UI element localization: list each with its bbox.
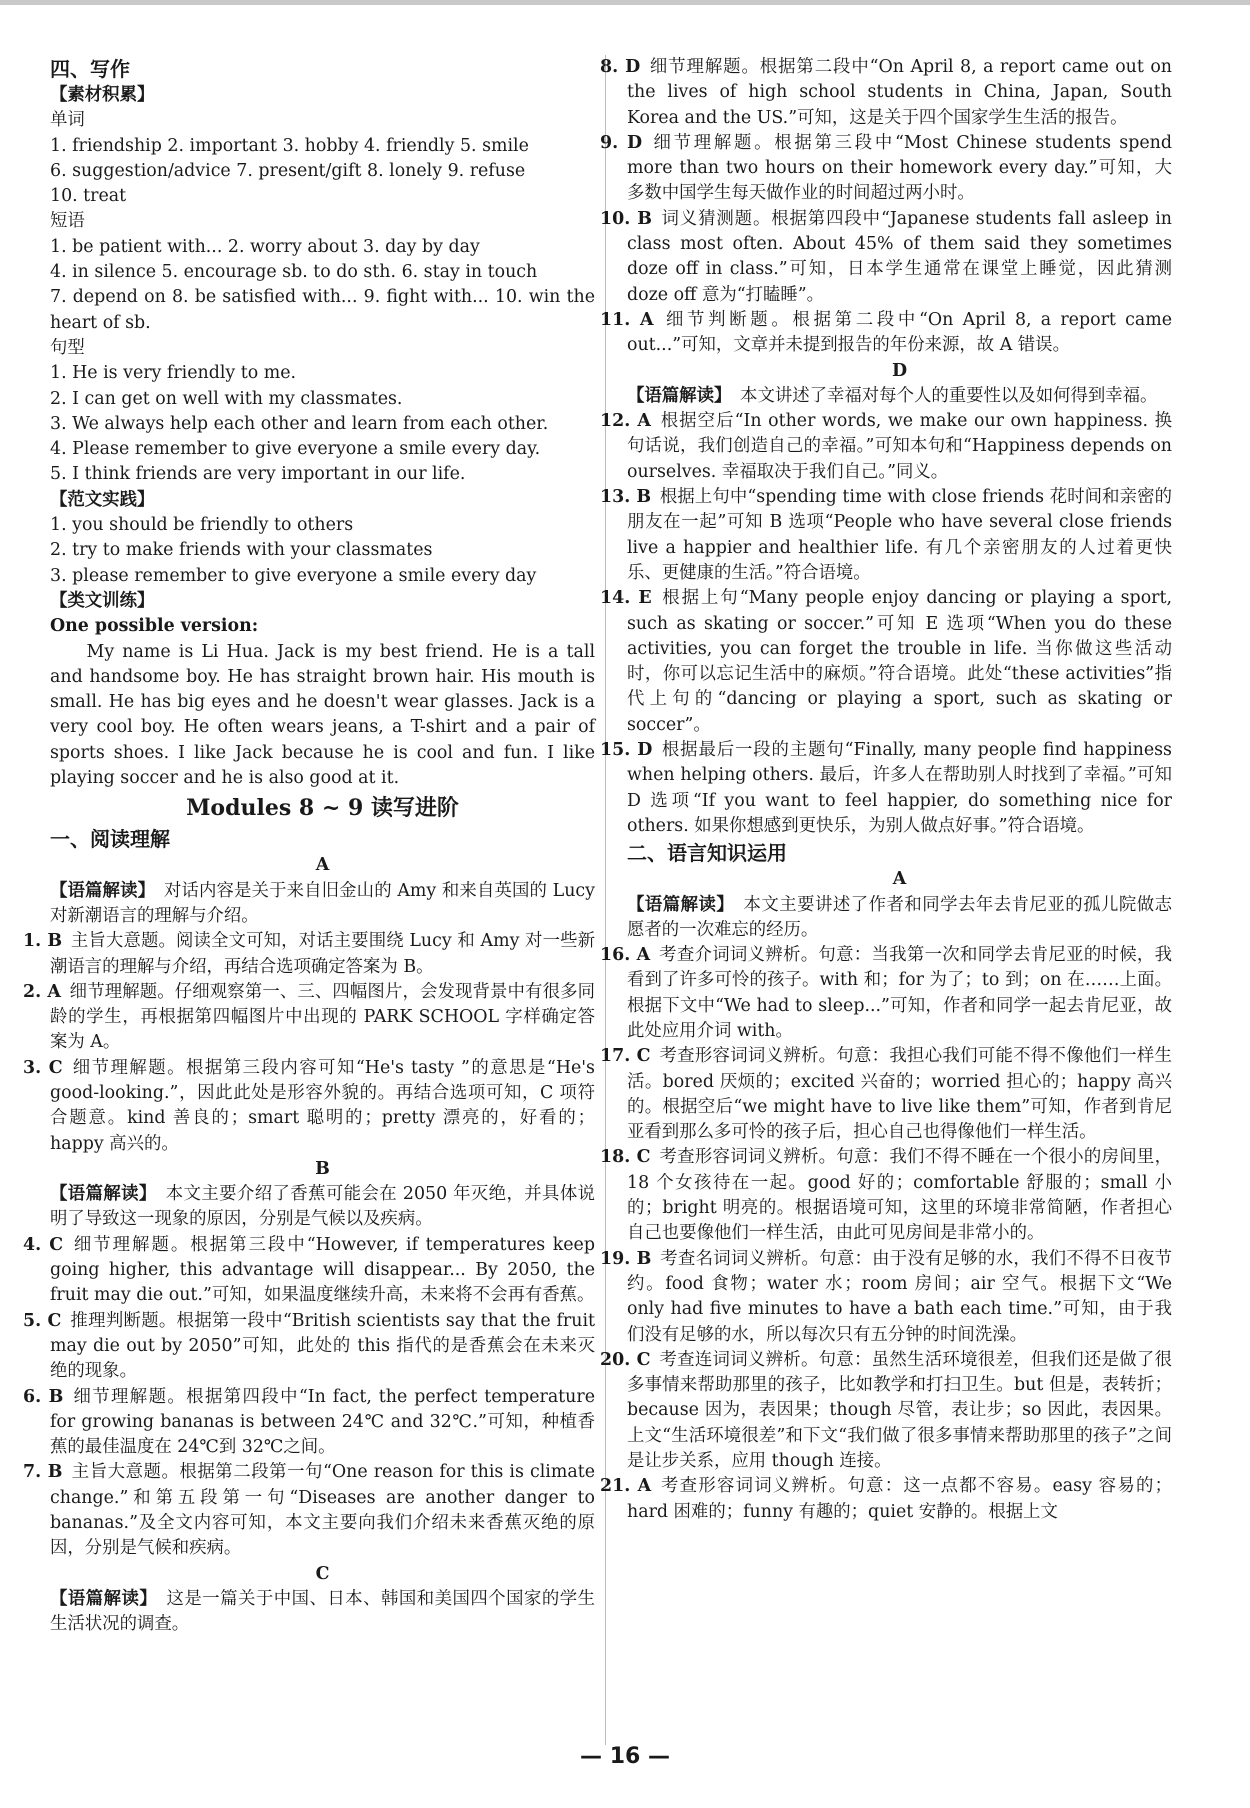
summary-label: 【语篇解读】	[627, 894, 735, 915]
text-line: 6. suggestion/advice 7. present/gift 8. lonely 9. refuse	[50, 160, 526, 181]
passage-summary	[50, 879, 595, 930]
answer-number: 1. B	[23, 931, 63, 952]
answer-item	[600, 207, 1172, 308]
answer-item	[600, 1145, 1172, 1246]
answer-text: 根据最后一段的主题句“Finally, many people find happiness when helping others. 最后，许多人在帮助别人时找到了幸福。”可知 D 选项“If you want to feel happier, do something nice for others. 如果你想感到更快乐，为别人做点好事。”符合语境。	[627, 740, 1172, 836]
answer-number: 4. C	[23, 1234, 64, 1255]
answer-text: 考查介词词义辨析。句意：当我第一次和同学去肯尼亚的时候，我看到了许多可怜的孩子。with 和；for 为了；to 到；on 在……上面。根据下文中“We had to sleep...”可知，作者和同学一起去肯尼亚，故此处应用介词 with。	[627, 945, 1172, 1041]
passage-letter: C	[315, 1563, 330, 1584]
answer-text: 词义猜测题。根据第四段中“Japanese students fall asleep in class most often. About 45% of them said they sometimes doze off in class.”可知，日本学生通常在课堂上睡觉，因此猜测 doze off 意为“打瞌睡”。	[627, 208, 1172, 305]
text-line: 5. I think friends are very important in our life.	[50, 464, 466, 485]
answer-number: 3. C	[23, 1057, 63, 1078]
answer-item	[23, 980, 595, 1056]
summary-text: 对话内容是关于来自旧金山的 Amy 和来自英国的 Lucy 对新潮语言的理解与介绍。	[50, 880, 595, 926]
answer-text: 细节理解题。根据第二段中“On April 8, a report came out on the lives of high school students in China, Japan, South Korea and the US.”可知，这是关于四个国家学生生活的报告。	[627, 57, 1172, 128]
answer-number: 7. B	[23, 1462, 63, 1483]
answer-item	[23, 1056, 595, 1157]
summary-label: 【语篇解读】	[50, 1184, 157, 1205]
bracket-heading: 【素材积累】	[50, 85, 155, 105]
answer-number: 16. A	[600, 945, 651, 966]
text-line: 1. you should be friendly to others	[50, 515, 354, 536]
text-line: 1. friendship 2. important 3. hobby 4. friendly 5. smile	[50, 135, 529, 156]
answer-item	[600, 1474, 1172, 1525]
section-heading: 二、语言知识运用	[627, 841, 787, 866]
answer-item	[600, 1044, 1172, 1145]
answer-number: 21. A	[600, 1476, 652, 1497]
answer-text: 主旨大意题。阅读全文可知，对话主要围绕 Lucy 和 Amy 对一些新潮语言的理解与介绍，再结合选项确定答案为 B。	[50, 931, 595, 977]
passage-summary	[627, 893, 1172, 944]
answer-item	[600, 409, 1172, 485]
summary-text: 这是一篇关于中国、日本、韩国和美国四个国家的学生生活状况的调查。	[50, 1588, 595, 1635]
text-line: 7. depend on 8. be satisfied with... 9. fight with... 10. win the heart of sb.	[50, 287, 595, 333]
summary-text: 本文讲述了幸福对每个人的重要性以及如何得到幸福。	[731, 385, 1158, 406]
text-line: 1. He is very friendly to me.	[50, 363, 297, 384]
answer-text: 考查形容词词义辨析。句意：这一点都不容易。easy 容易的；hard 困难的；funny 有趣的；quiet 安静的。根据上文	[627, 1476, 1172, 1522]
answer-text: 根据上句“Many people enjoy dancing or playing a sport, such as skating or soccer.”可知 E 选项“When you do these activities, you can forget the trouble in life. 当你做这些活动时，你可以忘记生活中的麻烦。”符合语境。此处“these activities”指代上句的“dancing or playing a sport, such as skating or soccer”。	[627, 588, 1172, 735]
answer-number: 19. B	[600, 1248, 652, 1269]
answer-text: 考查形容词词义辨析。句意：我们不得不睡在一个很小的房间里，18 个女孩待在一起。good 好的；comfortable 舒服的；small 小的；bright 明亮的。根据语境可知，这里的环境非常简陋，作者担心自己也要像他们一样生活，由此可见房间是非常小的。	[627, 1147, 1172, 1244]
answer-text: 考查形容词词义辨析。句意：我担心我们可能不得不像他们一样生活。bored 厌烦的；excited 兴奋的；worried 担心的；happy 高兴的。根据空后“we might have to live like them”可知，作者到肯尼亚看到那么多可怜的孩子后，担心自己也得像他们一样生活。	[627, 1046, 1172, 1143]
section-heading: 四、写作	[50, 57, 130, 81]
answer-text: 根据空后“In other words, we make our own happiness. 换句话说，我们创造自己的幸福。”可知本句和“Happiness depends on ourselves. 幸福取决于我们自己。”同义。	[627, 411, 1172, 482]
text-line: 句型	[50, 337, 85, 358]
bracket-heading: 【范文实践】	[50, 489, 155, 510]
answer-text: 考查连词词义辨析。句意：虽然生活环境很差，但我们还是做了很多事情来帮助那里的孩子，比如教学和打扫卫生。but 但是，表转折；because 因为，表因果；though 尽管，表让步；so 因此，表因果。上文“生活环境很差”和下文“我们做了很多事情来帮助那里的孩子”之间是让步关系，应用 though 连接。	[627, 1349, 1172, 1472]
answer-text: 细节理解题。根据第三段中“Most Chinese students spend more than two hours on their homework every day.”可知，大多数中国学生每天做作业的时间超过两小时。	[627, 132, 1172, 204]
passage-letter: D	[891, 360, 908, 381]
answer-item	[600, 308, 1172, 359]
text-line: 10. treat	[50, 186, 127, 207]
passage-letter: A	[892, 869, 907, 890]
answer-item	[23, 1309, 595, 1385]
summary-label: 【语篇解读】	[50, 1588, 158, 1609]
text-line: 4. Please remember to give everyone a smile every day.	[50, 439, 541, 460]
answer-number: 6. B	[23, 1386, 64, 1407]
answer-number: 17. C	[600, 1046, 651, 1067]
text-line: 单词	[50, 110, 85, 131]
answer-item	[600, 1348, 1172, 1474]
answer-number: 9. D	[600, 132, 643, 153]
answer-number: 12. A	[600, 411, 651, 432]
answer-number: 5. C	[23, 1310, 62, 1331]
text-line: 1. be patient with... 2. worry about 3. day by day	[50, 236, 480, 257]
bracket-heading: 【类文训练】	[50, 590, 155, 611]
summary-label: 【语篇解读】	[50, 880, 156, 901]
text-line: 3. please remember to give everyone a smile every day	[50, 565, 537, 586]
answer-text: 细节判断题。根据第二段中“On April 8, a report came out...”可知，文章并未提到报告的年份来源，故 A 错误。	[627, 309, 1172, 356]
answer-text: 细节理解题。根据第四段中“In fact, the perfect temperature for growing bananas is between 24℃ and 32℃.”可知，种植香蕉的最佳温度在 24℃到 32℃之间。	[50, 1386, 595, 1458]
left-column	[23, 55, 595, 1638]
answer-item	[600, 738, 1172, 839]
answer-text: 推理判断题。根据第一段中“British scientists say that the fruit may die out by 2050”可知，此处的 this 指代的是香蕉会在未来灭绝的现象。	[50, 1310, 595, 1382]
answer-number: 18. C	[600, 1147, 651, 1168]
answer-text: 细节理解题。仔细观察第一、三、四幅图片，会发现背景中有很多同龄的学生，再根据第四幅图片中出现的 PARK SCHOOL 字样确定答案为 A。	[50, 981, 595, 1053]
answer-item	[600, 586, 1172, 738]
passage-summary	[50, 1182, 595, 1233]
module-title: Modules 8 ~ 9 读写进阶	[186, 795, 459, 822]
passage-summary	[50, 1587, 595, 1638]
essay-label: One possible version:	[50, 616, 259, 637]
text-line: 短语	[50, 211, 85, 232]
answer-item	[600, 943, 1172, 1044]
text-line: 3. We always help each other and learn from each other.	[50, 413, 549, 434]
right-column	[600, 55, 1172, 1525]
answer-number: 20. C	[600, 1349, 651, 1370]
answer-number: 11. A	[600, 309, 654, 330]
answer-number: 2. A	[23, 981, 61, 1002]
answer-text: 细节理解题。根据第三段内容可知“He's tasty ”的意思是“He's good-looking.”，因此此处是形容外貌的。再结合选项可知，C 项符合题意。kind 善良的；smart 聪明的；pretty 漂亮的，好看的；happy 高兴的。	[50, 1057, 595, 1154]
answer-item	[23, 929, 595, 980]
answer-item	[600, 1247, 1172, 1348]
answer-number: 8. D	[600, 57, 641, 77]
answer-text: 考查名词词义辨析。句意：由于没有足够的水，我们不得不日夜节约。food 食物；water 水；room 房间；air 空气。根据下文“We only had five minutes to have a bath each time.”可知，由于我们没有足够的水，所以每次只有五分钟的时间洗澡。	[627, 1248, 1172, 1345]
passage-letter: A	[315, 855, 330, 876]
text-line: 4. in silence 5. encourage sb. to do sth. 6. stay in touch	[50, 262, 538, 283]
answer-item	[23, 1385, 595, 1461]
text-line: 2. I can get on well with my classmates.	[50, 388, 403, 409]
section-heading: 一、阅读理解	[50, 827, 170, 852]
page-number: — 16 —	[580, 1744, 670, 1769]
model-essay: My name is Li Hua. Jack is my best friend. He is a tall and handsome boy. He has straight brown hair. His mouth is small. He has big eyes and he doesn't wear glasses. Jack is a very cool boy. He often wears jeans, a T-shirt and a pair of sports shoes. I like Jack because he is cool and fun. I like playing soccer and he is also good at it.	[50, 641, 595, 789]
answer-item	[23, 1460, 595, 1561]
answer-item	[23, 1233, 595, 1309]
summary-label: 【语篇解读】	[627, 385, 732, 406]
answer-number: 13. B	[600, 487, 652, 508]
passage-summary	[627, 384, 1172, 409]
summary-text: 本文主要介绍了香蕉可能会在 2050 年灭绝，并具体说明了导致这一现象的原因，分别是气候以及疾病。	[50, 1184, 595, 1230]
answer-number: 14. E	[600, 588, 652, 609]
answer-number: 10. B	[600, 208, 652, 229]
answer-item	[600, 131, 1172, 207]
answer-text: 细节理解题。根据第三段中“However, if temperatures keep going higher, this advantage will disappear... By 2050, the fruit may die out.”可知，如果温度继续升高，未来将不会再有香蕉。	[50, 1234, 595, 1306]
text-line: 2. try to make friends with your classmates	[50, 540, 433, 561]
summary-text: 本文主要讲述了作者和同学去年去肯尼亚的孤儿院做志愿者的一次难忘的经历。	[627, 894, 1172, 940]
top-border	[0, 0, 1250, 5]
answer-number: 15. D	[600, 740, 653, 761]
answer-text: 主旨大意题。根据第二段第一句“One reason for this is climate change.”和第五段第一句“Diseases are another danger to bananas.”及全文内容可知，本文主要向我们介绍未来香蕉灭绝的原因，分别是气候和疾病。	[50, 1462, 595, 1559]
answer-item	[600, 485, 1172, 586]
answer-text: 根据上句中“spending time with close friends 花时间和亲密的朋友在一起”可知 B 选项“People who have several close friends live a happier and healthier life. 有几个亲密朋友的人过着更快乐、更健康的生活。”符合语境。	[627, 487, 1172, 583]
answer-item	[600, 55, 1172, 131]
passage-letter: B	[315, 1158, 330, 1179]
